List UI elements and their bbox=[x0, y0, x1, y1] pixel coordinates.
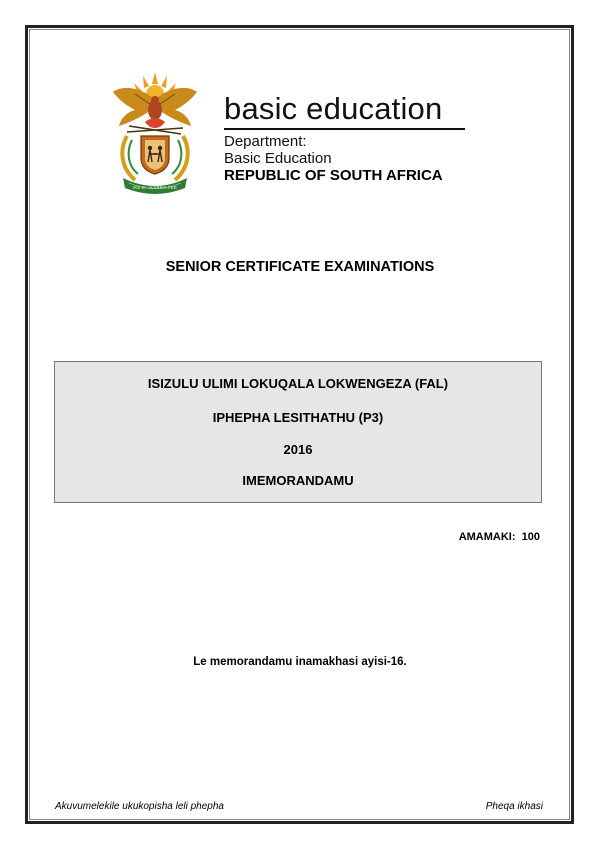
country-name: REPUBLIC OF SOUTH AFRICA bbox=[224, 167, 443, 184]
document-type: IMEMORANDAMU bbox=[242, 473, 354, 488]
marks-label: AMAMAKI: bbox=[458, 531, 516, 543]
copyright-notice: Akuvumelekile ukukopisha leli phepha bbox=[55, 801, 224, 812]
department-name: Basic Education bbox=[224, 150, 332, 167]
coat-of-arms-logo bbox=[105, 70, 205, 195]
exam-heading: SENIOR CERTIFICATE EXAMINATIONS bbox=[165, 259, 435, 275]
department-label: Department: bbox=[224, 133, 307, 150]
paper-number: IPHEPHA LESITHATHU (P3) bbox=[212, 410, 384, 425]
exam-year: 2016 bbox=[283, 442, 313, 457]
brand-underline bbox=[224, 128, 465, 130]
total-marks bbox=[459, 531, 540, 543]
marks-value: 100 bbox=[521, 531, 540, 543]
brand-title: basic education bbox=[224, 91, 443, 126]
subject-title: ISIZULU ULIMI LOKUQALA LOKWENGEZA (FAL) bbox=[147, 376, 449, 391]
subject-info-box bbox=[54, 361, 542, 503]
svg-text:!KE E: /XARRA //KE: !KE E: /XARRA //KE bbox=[132, 185, 178, 190]
page-count-note: Le memorandamu inamakhasi ayisi-16. bbox=[193, 656, 407, 668]
turn-page-note: Pheqa ikhasi bbox=[485, 801, 543, 812]
